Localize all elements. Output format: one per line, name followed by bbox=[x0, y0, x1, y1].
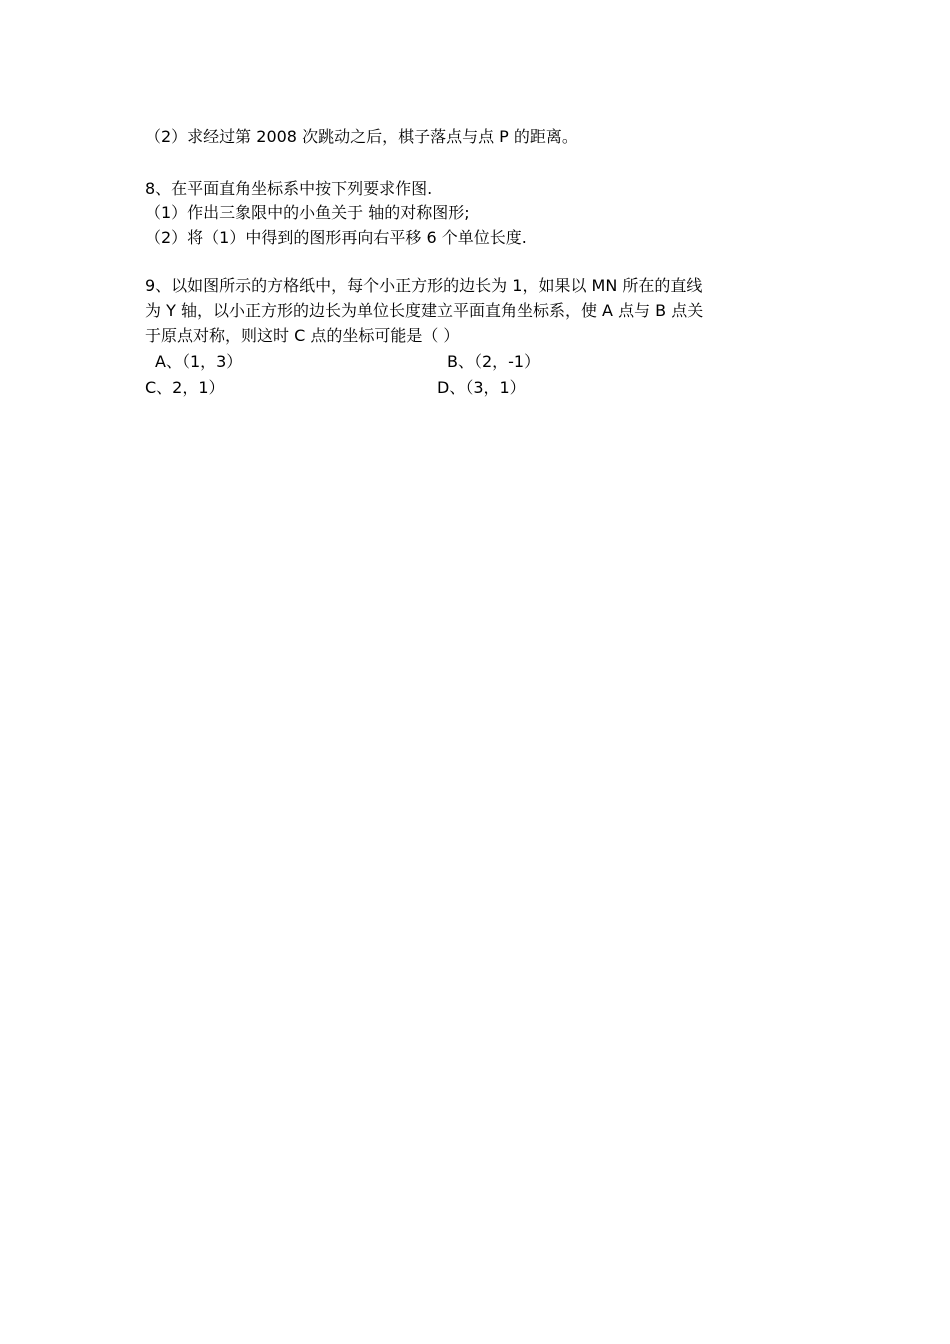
q7-part2-text: （2）求经过第 2008 次跳动之后，棋子落点与点 P 的距离。 bbox=[145, 127, 578, 146]
q9-stem-line3: 于原点对称，则这时 C 点的坐标可能是（ ） bbox=[145, 326, 460, 345]
q9-option-d: D、（3，1） bbox=[437, 378, 526, 397]
q8-part1-text: （1）作出三象限中的小鱼关于 轴的对称图形; bbox=[145, 203, 470, 222]
q8-stem: 8、在平面直角坐标系中按下列要求作图. bbox=[145, 179, 433, 198]
q9-stem-line2: 为 Y 轴，以小正方形的边长为单位长度建立平面直角坐标系，使 A 点与 B 点关 bbox=[145, 301, 704, 320]
q9-option-a: A、（1，3） bbox=[155, 352, 243, 371]
q9-option-b: B、（2，-1） bbox=[447, 352, 541, 371]
q9-stem-line1: 9、以如图所示的方格纸中，每个小正方形的边长为 1，如果以 MN 所在的直线 bbox=[145, 276, 703, 295]
q9-option-c: C、2，1） bbox=[145, 378, 225, 397]
q8-part2-text: （2）将（1）中得到的图形再向右平移 6 个单位长度. bbox=[145, 228, 527, 247]
